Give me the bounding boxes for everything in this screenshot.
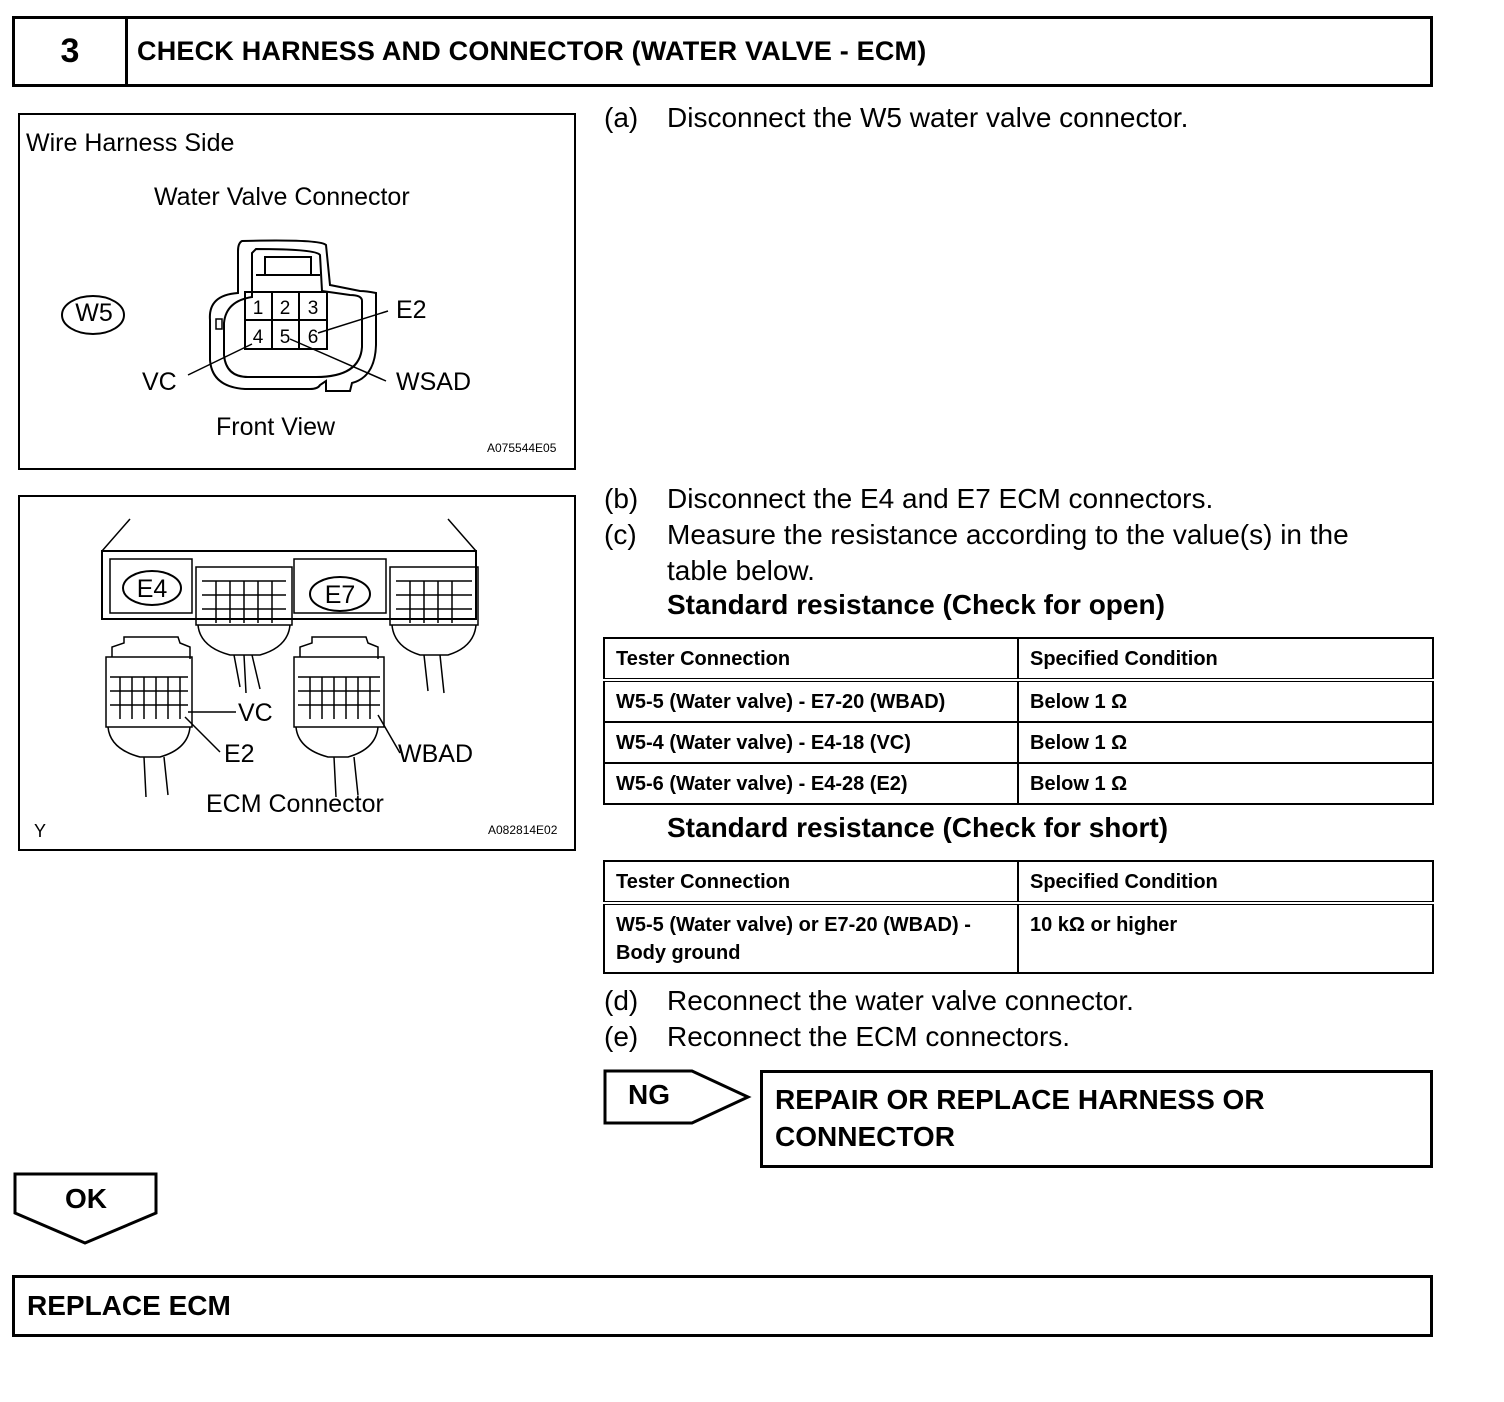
- specified-condition-cell: Below 1 Ω: [1018, 722, 1433, 763]
- e4-connector-code: E4: [136, 575, 168, 603]
- step-c-label: (c): [604, 519, 637, 550]
- tester-connection-cell: W5-4 (Water valve) - E4-18 (VC): [604, 722, 1018, 763]
- table-header-row: [604, 861, 1433, 903]
- table-header-row: [604, 638, 1433, 680]
- open-check-table: [603, 637, 1434, 805]
- tester-connection-cell: W5-6 (Water valve) - E4-28 (E2): [604, 763, 1018, 804]
- ng-arrow-icon: [602, 1068, 754, 1128]
- table-row: [604, 722, 1433, 763]
- step-b-label: (b): [604, 483, 639, 514]
- tester-connection-line2: Body ground: [616, 942, 741, 964]
- header-specified-condition: Specified Condition: [1018, 638, 1433, 680]
- figure2-corner-mark: Y: [34, 821, 47, 841]
- figure2-id: A082814E02: [488, 823, 558, 837]
- ng-result-box: [760, 1070, 1433, 1168]
- step-e: [604, 1019, 1424, 1055]
- specified-condition-cell: Below 1 Ω: [1018, 680, 1433, 722]
- table-row: [604, 763, 1433, 804]
- pin-6: 6: [307, 327, 319, 348]
- ok-result-text: REPLACE ECM: [27, 1290, 231, 1321]
- step-a-text: Disconnect the W5 water valve connector.: [667, 102, 1189, 133]
- step-c-text-line2: table below.: [667, 555, 815, 586]
- header-tester-connection: Tester Connection: [604, 861, 1018, 903]
- leader-e2: [185, 717, 220, 752]
- ng-result-line1: REPAIR OR REPLACE HARNESS OR: [775, 1084, 1265, 1115]
- ecm-connector-title: ECM Connector: [206, 790, 384, 818]
- tester-connection-cell: [604, 903, 1018, 973]
- step-e-text: Reconnect the ECM connectors.: [667, 1021, 1071, 1052]
- step-d: [604, 983, 1424, 1019]
- pin-3: 3: [307, 298, 319, 319]
- harness-connector-e4: [106, 637, 192, 797]
- short-check-heading: Standard resistance (Check for short): [667, 812, 1169, 843]
- step-title: CHECK HARNESS AND CONNECTOR (WATER VALVE - ECM): [137, 36, 927, 66]
- step-d-text: Reconnect the water valve connector.: [667, 985, 1134, 1016]
- step-number: 3: [15, 19, 128, 84]
- header-tester-connection: Tester Connection: [604, 638, 1018, 680]
- connector-side-tab: [216, 319, 222, 329]
- tester-connection-cell: W5-5 (Water valve) - E7-20 (WBAD): [604, 680, 1018, 722]
- open-check-heading: Standard resistance (Check for open): [667, 589, 1165, 620]
- specified-condition-cell: 10 kΩ or higher: [1018, 903, 1433, 973]
- ng-result-text: [775, 1081, 1265, 1155]
- header-specified-condition: Specified Condition: [1018, 861, 1433, 903]
- pin-1: 1: [252, 298, 264, 319]
- pin-5: 5: [279, 327, 291, 348]
- step-c-text-line1: Measure the resistance according to the value(s) in the: [667, 519, 1349, 550]
- leader-wbad: [378, 715, 400, 753]
- wbad-terminal-label: WBAD: [398, 740, 473, 768]
- figure1-id: A075544E05: [487, 441, 557, 455]
- leader-e2: [318, 311, 388, 333]
- ok-label: OK: [65, 1183, 107, 1214]
- water-valve-connector-title: Water Valve Connector: [154, 183, 410, 211]
- step-a: [604, 100, 1424, 136]
- water-valve-connector-figure: [18, 113, 576, 470]
- leader-vc: [188, 344, 252, 375]
- step-b: [604, 481, 1424, 517]
- e2-terminal-label: E2: [224, 740, 255, 768]
- ecm-socket-e4: [196, 567, 292, 693]
- w5-connector-code: W5: [75, 299, 113, 327]
- short-check-table: [603, 860, 1434, 974]
- step-header: [12, 16, 1433, 87]
- step-b-text: Disconnect the E4 and E7 ECM connectors.: [667, 483, 1214, 514]
- vc-pin-label: VC: [142, 368, 177, 396]
- front-view-label: Front View: [216, 413, 336, 441]
- step-e-label: (e): [604, 1021, 639, 1052]
- ecm-connector-figure: [18, 495, 576, 851]
- e2-pin-label: E2: [396, 296, 427, 324]
- pin-4: 4: [252, 327, 264, 348]
- vc-terminal-label: VC: [238, 699, 273, 727]
- pin-2: 2: [279, 298, 291, 319]
- step-a-label: (a): [604, 102, 639, 133]
- ok-result-box: [12, 1275, 1433, 1337]
- step-c: [604, 517, 1434, 589]
- e7-connector-code: E7: [324, 581, 356, 609]
- ng-result-line2: CONNECTOR: [775, 1121, 955, 1152]
- tester-connection-line1: W5-5 (Water valve) or E7-20 (WBAD) -: [616, 914, 971, 936]
- table-row: [604, 680, 1433, 722]
- harness-connector-e7: [294, 637, 384, 797]
- wire-harness-side-label: Wire Harness Side: [26, 129, 235, 157]
- wsad-pin-label: WSAD: [396, 368, 471, 396]
- specified-condition-cell: Below 1 Ω: [1018, 763, 1433, 804]
- ecm-socket-e7: [390, 567, 478, 693]
- connector-latch: [265, 257, 311, 275]
- ng-label: NG: [628, 1079, 670, 1110]
- step-d-label: (d): [604, 985, 639, 1016]
- table-row: [604, 903, 1433, 973]
